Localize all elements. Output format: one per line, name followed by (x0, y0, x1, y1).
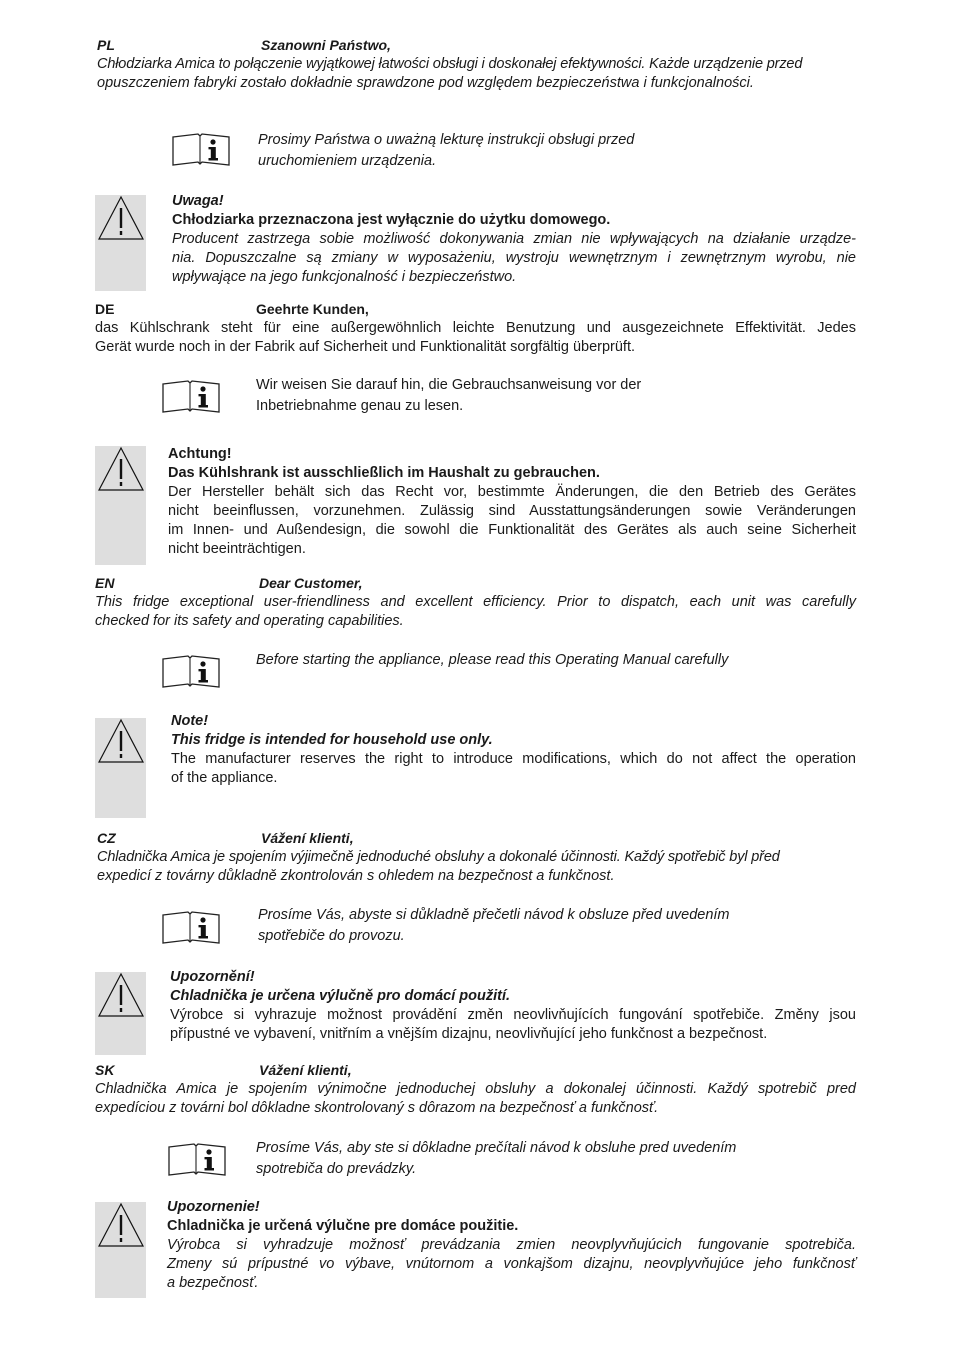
intro-line: Chladnička Amica je spojením výnimočne jednoduchej obsluhy a dokonalej účinnosti. Každý spotrebič pred (95, 1081, 856, 1097)
section-pl-info-note (258, 130, 818, 172)
section-en-info-note (256, 650, 816, 671)
warning-bold: Das Kühlshrank ist ausschließlich im Haushalt zu gebrauchen. (168, 465, 600, 481)
section-sk-info-note (256, 1138, 816, 1180)
warning-body (172, 230, 856, 287)
info-book-icon (171, 131, 231, 169)
intro-line: expedíciou z továrni bol dôkladne skontrolovaný s dôrazom na bezpečnosť a funkčnosť. (95, 1100, 659, 1116)
section-de-intro (95, 319, 856, 357)
section-en-lang: EN (95, 575, 115, 591)
info-book-icon (161, 378, 221, 416)
warning-icon (97, 195, 145, 241)
section-pl-intro (97, 55, 857, 93)
info-line: uruchomieniem urządzenia. (258, 153, 437, 169)
warning-line: nicht beeinträchtigen. (168, 541, 306, 557)
warning-icon (97, 718, 145, 764)
warning-line: přípustné ve vybavení, vnitřním a vnějším dizajnu, neovlivňující jeho funkčnost a bezpečnost. (170, 1026, 768, 1042)
warning-title: Achtung! (168, 446, 232, 462)
section-de-warning (168, 445, 856, 559)
warning-title: Note! (171, 713, 209, 729)
warning-line: Výrobca si vyhradzuje možnosť prevádzania zmien neovplyvňujúcich fungovanie spotrebiča. (167, 1237, 856, 1253)
warning-line: The manufacturer reserves the right to introduce modifications, which do not affect the operation (171, 751, 856, 767)
intro-line: expedicí z továrny důkladně zkontrolován s ohledem na bezpečnost a funkčnost. (97, 868, 615, 884)
info-line: spotrebiča do prevádzky. (256, 1161, 417, 1177)
section-sk-warning (167, 1198, 856, 1293)
info-line: Prosimy Państwa o uważną lekturę instrukcji obsługi przed (258, 132, 635, 148)
warning-line: of the appliance. (171, 770, 278, 786)
intro-line: Gerät wurde noch in der Fabrik auf Sicherheit und Funktionalität sorgfältig überprüft. (95, 339, 636, 355)
warning-line: im Innen- und Außendesign, die sowohl die Funktionalität des Gerätes als auch seine Sicherheit (168, 522, 856, 538)
intro-line: Chłodziarka Amica to połączenie wyjątkowej łatwości obsługi i doskonałej efektywności. Każde urządzenie przed (97, 56, 803, 72)
section-sk-lang: SK (95, 1062, 115, 1078)
section-cz-intro (97, 848, 857, 886)
warning-bold: Chladnička je určena výlučně pro domácí použití. (170, 988, 511, 1004)
section-cz-warning (170, 968, 856, 1044)
warning-title: Uwaga! (172, 193, 224, 209)
intro-line: das Kühlschrank steht für eine außergewöhnlich leichte Benutzung und ausgezeichnete Effektivität. Jedes (95, 320, 856, 336)
warning-bar (95, 972, 146, 1055)
warning-body (167, 1236, 856, 1293)
section-pl-lang: PL (97, 37, 115, 53)
section-de-lang: DE (95, 301, 115, 317)
section-sk-greeting: Vážení klienti, (259, 1062, 352, 1078)
info-book-icon (161, 653, 221, 691)
intro-line: This fridge exceptional user-friendliness and excellent efficiency. Prior to dispatch, each unit was carefully (95, 594, 856, 610)
warning-bar (95, 446, 146, 565)
section-pl-greeting: Szanowni Państwo, (261, 37, 391, 53)
info-line: Prosíme Vás, aby ste si dôkladne prečítali návod k obsluhe pred uvedením (256, 1140, 737, 1156)
warning-line: a bezpečnosť. (167, 1275, 259, 1291)
warning-body (170, 1006, 856, 1044)
section-en-intro (95, 593, 856, 631)
intro-line: Chladnička Amica je spojením výjimečně jednoduché obsluhy a dokonalé účinnosti. Každý spotřebič byl před (97, 849, 780, 865)
info-book-icon (167, 1141, 227, 1179)
warning-icon (97, 972, 145, 1018)
section-sk-intro (95, 1080, 856, 1118)
intro-line: checked for its safety and operating capabilities. (95, 613, 404, 629)
warning-line: nia. Dopuszczalne są zmiany w wyposażeniu, wystroju wewnętrznym i zewnętrznym wyrobu, nie (172, 250, 856, 266)
section-cz-greeting: Vážení klienti, (261, 830, 354, 846)
info-line: spotřebiče do provozu. (258, 928, 405, 944)
warning-icon (97, 446, 145, 492)
info-line: Inbetriebnahme genau zu lesen. (256, 398, 464, 414)
info-line: Before starting the appliance, please read this Operating Manual carefully (256, 652, 729, 668)
info-book-icon (161, 909, 221, 947)
warning-line: Producent zastrzega sobie możliwość dokonywania zmian nie wpływających na działanie urządze- (172, 231, 856, 247)
warning-bar (95, 195, 146, 291)
section-cz-lang: CZ (97, 830, 116, 846)
section-pl-warning (172, 192, 856, 287)
warning-icon (97, 1202, 145, 1248)
section-de-info-note (256, 375, 816, 417)
warning-bold: Chladnička je určená výlučne pre domáce použitie. (167, 1218, 519, 1234)
warning-bar (95, 1202, 146, 1298)
warning-line: wpływające na jego funkcjonalność i bezpieczeństwo. (172, 269, 517, 285)
warning-body (171, 750, 856, 788)
section-de-greeting: Geehrte Kunden, (256, 301, 369, 317)
section-cz-info-note (258, 905, 818, 947)
warning-bold: This fridge is intended for household use only. (171, 732, 493, 748)
warning-title: Upozornenie! (167, 1199, 260, 1215)
warning-bold: Chłodziarka przeznaczona jest wyłącznie do użytku domowego. (172, 212, 611, 228)
section-en-warning (171, 712, 856, 788)
section-en-greeting: Dear Customer, (259, 575, 363, 591)
warning-line: Výrobce si vyhrazuje možnost provádění změn neovlivňujících fungování spotřebiče. Změny jsou (170, 1007, 856, 1023)
warning-line: nicht beeinflussen, vorzunehmen. Zulässig sind Ausstattungsänderungen sowie Veränderungen (168, 503, 856, 519)
warning-body (168, 483, 856, 559)
info-line: Wir weisen Sie darauf hin, die Gebrauchsanweisung vor der (256, 377, 642, 393)
info-line: Prosíme Vás, abyste si důkladně přečetli návod k obsluze před uvedením (258, 907, 730, 923)
warning-bar (95, 718, 146, 818)
warning-title: Upozornění! (170, 969, 255, 985)
intro-line: opuszczeniem fabryki zostało dokładnie sprawdzone pod względem bezpieczeństwa i funkcjonalności. (97, 75, 754, 91)
warning-line: Zmeny sú prípustné vo výbave, vnútornom a vonkajšom dizajnu, neovplyvňujúce jeho funkčnosť (167, 1256, 856, 1272)
warning-line: Der Hersteller behält sich das Recht vor, bestimmte Änderungen, die den Betrieb des Gerätes (168, 484, 856, 500)
